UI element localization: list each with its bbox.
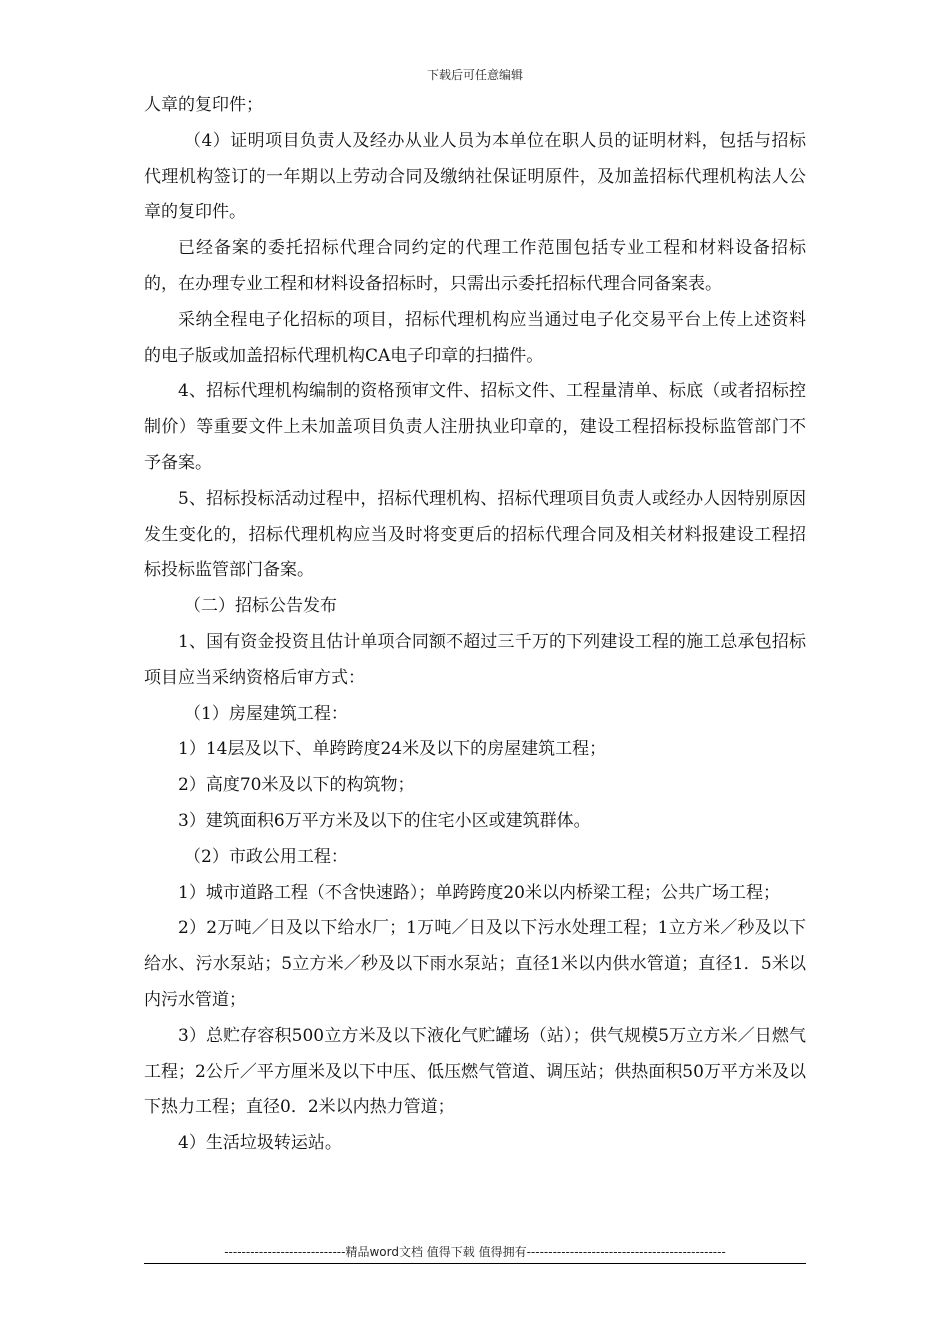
page-footer: ----------------------------精品word文档 值得下载 值得拥有---------------------------------------------- bbox=[224, 1245, 726, 1259]
list-item-municipal-2: 2）2万吨／日及以下给水厂；1万吨／日及以下污水处理工程；1立方米／秒及以下给水、污水泵站；5立方米／秒及以下雨水泵站；直径1米以内供水管道；直径1．5米以内污水管道； bbox=[144, 918, 806, 1010]
subheading-municipal-works: （2）市政公用工程： bbox=[184, 846, 348, 867]
footer-divider bbox=[144, 1263, 806, 1264]
list-item-housing-1: 1）14层及以下、单跨跨度24米及以下的房屋建筑工程； bbox=[178, 739, 607, 760]
list-item-municipal-3: 3）总贮存容积500立方米及以下液化气贮罐场（站）；供气规模5万立方米／日燃气工程；2公斤／平方厘米及以下中压、低压燃气管道、调压站；供热面积50万平方米及以下热力工程；直径0．2米以内热力管道； bbox=[144, 1025, 806, 1118]
section-heading-announcement: （二）招标公告发布 bbox=[184, 596, 337, 617]
paragraph-item-5-change: 5、招标投标活动过程中，招标代理机构、招标代理项目负责人或经办人因特别原因发生变化的，招标代理机构应当及时将变更后的招标代理合同及相关材料报建设工程招标投标监管部门备案。 bbox=[144, 488, 806, 581]
document-body bbox=[144, 88, 806, 1162]
page-header: 下载后可任意编辑 bbox=[426, 68, 523, 82]
list-item-housing-3: 3）建筑面积6万平方米及以下的住宅小区或建筑群体。 bbox=[178, 810, 591, 831]
subheading-housing-construction: （1）房屋建筑工程： bbox=[184, 703, 348, 724]
paragraph-filed-contract: 已经备案的委托招标代理合同约定的代理工作范围包括专业工程和材料设备招标的，在办理专业工程和材料设备招标时，只需出示委托招标代理合同备案表。 bbox=[144, 238, 806, 294]
paragraph-item-1-state-funded: 1、国有资金投资且估计单项合同额不超过三千万的下列建设工程的施工总承包招标项目应当采纳资格后审方式： bbox=[144, 631, 806, 688]
list-item-housing-2: 2）高度70米及以下的构筑物； bbox=[178, 775, 415, 796]
paragraph-item-4-seal: 4、招标代理机构编制的资格预审文件、招标文件、工程量清单、标底（或者招标控制价）等重要文件上未加盖项目负责人注册执业印章的，建设工程招标投标监管部门不予备案。 bbox=[144, 381, 806, 473]
list-item-municipal-1: 1）城市道路工程（不含快速路）；单跨跨度20米以内桥梁工程；公共广场工程； bbox=[178, 882, 780, 903]
list-item-municipal-4: 4）生活垃圾转运站。 bbox=[178, 1133, 342, 1154]
paragraph-electronic-bidding: 采纳全程电子化招标的项目，招标代理机构应当通过电子化交易平台上传上述资料的电子版或加盖招标代理机构CA电子印章的扫描件。 bbox=[144, 309, 806, 366]
paragraph-continuation: 人章的复印件； bbox=[144, 95, 263, 115]
paragraph-item-4-proof: （4）证明项目负责人及经办从业人员为本单位在职人员的证明材料，包括与招标代理机构签订的一年期以上劳动合同及缴纳社保证明原件，及加盖招标代理机构法人公章的复印件。 bbox=[144, 130, 806, 223]
